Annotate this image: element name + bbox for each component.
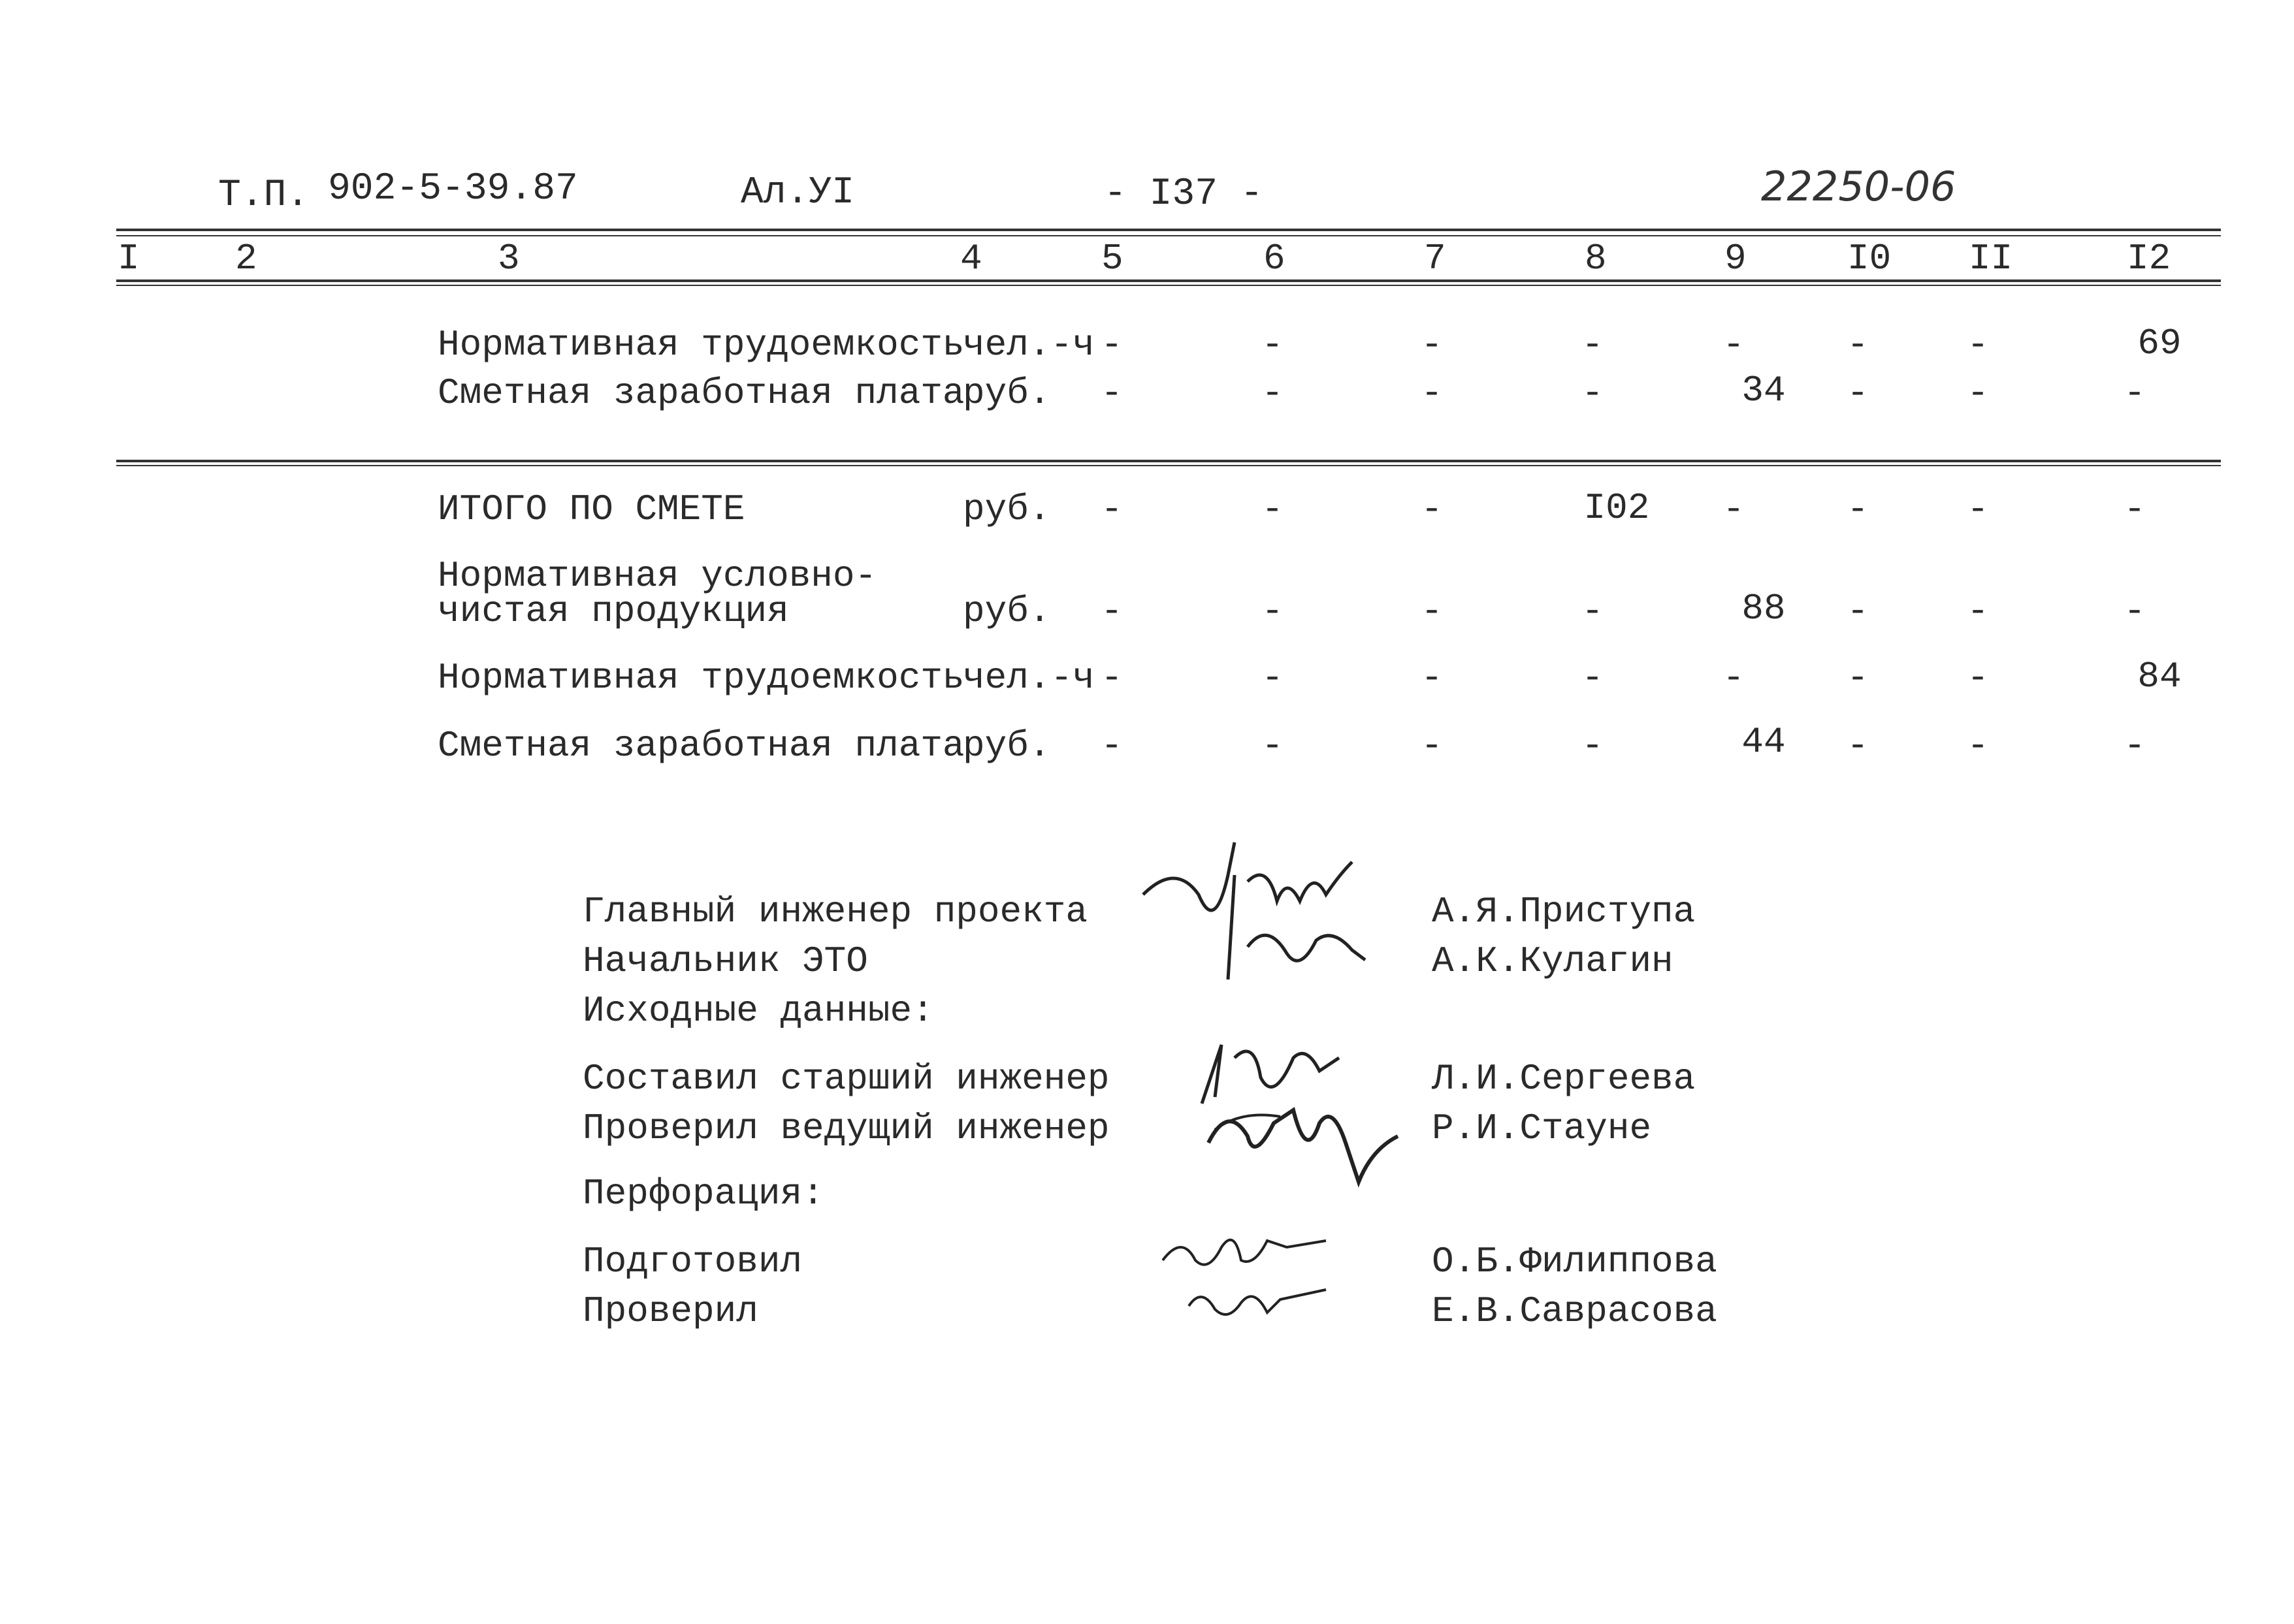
cell-col12: - xyxy=(2124,725,2146,767)
cell-col5: - xyxy=(1101,324,1123,366)
header-rule-bottom xyxy=(116,279,2221,282)
cell-col9: 34 xyxy=(1741,370,1786,411)
row-label: ИТОГО ПО СМЕТЕ xyxy=(438,488,745,530)
signature-scribble-pristupa xyxy=(1137,836,1385,1009)
cell-col10: - xyxy=(1847,324,1869,366)
signature-role: Проверил ведущий инженер xyxy=(583,1107,1110,1149)
row-unit: руб. xyxy=(963,372,1051,414)
row-unit: руб. xyxy=(963,488,1051,530)
doc-code: 902-5-39.87 xyxy=(328,168,578,210)
cell-col11: - xyxy=(1967,657,1989,699)
cell-col6: - xyxy=(1261,372,1284,414)
cell-col11: - xyxy=(1967,590,1989,632)
column-number: 7 xyxy=(1424,238,1446,279)
cell-col8: - xyxy=(1581,590,1604,632)
signature-role: Начальник ЭТО xyxy=(583,940,868,982)
cell-col8: I02 xyxy=(1583,487,1650,529)
cell-col6: - xyxy=(1261,488,1284,530)
cell-col7: - xyxy=(1421,590,1443,632)
cell-col11: - xyxy=(1967,324,1989,366)
cell-col12: - xyxy=(2124,488,2146,530)
cell-col10: - xyxy=(1847,725,1869,767)
cell-col9: - xyxy=(1722,657,1745,699)
cell-col5: - xyxy=(1101,488,1123,530)
column-number: 3 xyxy=(498,238,520,279)
signature-name: А.Я.Приступа xyxy=(1432,891,1696,932)
cell-col11: - xyxy=(1967,488,1989,530)
signature-name: Е.В.Саврасова xyxy=(1432,1290,1717,1332)
cell-col9: 88 xyxy=(1741,588,1786,629)
column-number: 9 xyxy=(1724,238,1747,279)
row-label-line1: Нормативная условно- xyxy=(438,555,877,597)
column-number: I xyxy=(118,238,140,279)
row-unit: руб. xyxy=(963,590,1051,632)
row-unit: чел.-ч xyxy=(963,657,1095,699)
column-number: I2 xyxy=(2127,238,2171,279)
cell-col6: - xyxy=(1261,590,1284,632)
row-label: Нормативная трудоемкость xyxy=(438,324,965,366)
header-rule-top-2 xyxy=(116,235,2221,236)
cell-col7: - xyxy=(1421,372,1443,414)
cell-col8: - xyxy=(1581,725,1604,767)
row-label: Сметная заработная плата xyxy=(438,372,965,414)
cell-col12: 84 xyxy=(2137,656,2182,697)
signature-scribble-savrasova xyxy=(1182,1273,1339,1335)
signature-role: Подготовил xyxy=(583,1241,803,1282)
cell-col10: - xyxy=(1847,657,1869,699)
cell-col10: - xyxy=(1847,372,1869,414)
column-number: 6 xyxy=(1263,238,1285,279)
cell-col6: - xyxy=(1261,725,1284,767)
cell-col7: - xyxy=(1421,488,1443,530)
column-number: I0 xyxy=(1847,238,1892,279)
cell-col8: - xyxy=(1581,324,1604,366)
column-number: 8 xyxy=(1585,238,1607,279)
cell-col12: 69 xyxy=(2137,323,2182,364)
column-number: 2 xyxy=(235,238,257,279)
handwritten-number: 22250-06 xyxy=(1761,163,1956,210)
signature-role: Проверил xyxy=(583,1290,758,1332)
row-label: чистая продукция xyxy=(438,590,789,632)
cell-col12: - xyxy=(2124,372,2146,414)
column-number: II xyxy=(1969,238,2013,279)
cell-col9: 44 xyxy=(1741,721,1786,763)
signature-name: Л.И.Сергеева xyxy=(1432,1058,1696,1100)
cell-col6: - xyxy=(1261,657,1284,699)
cell-col7: - xyxy=(1421,657,1443,699)
cell-col10: - xyxy=(1847,488,1869,530)
cell-col6: - xyxy=(1261,324,1284,366)
cell-col8: - xyxy=(1581,657,1604,699)
cell-col5: - xyxy=(1101,372,1123,414)
signature-role: Перфорация: xyxy=(583,1173,824,1215)
cell-col11: - xyxy=(1967,725,1989,767)
row-label: Нормативная трудоемкость xyxy=(438,657,965,699)
cell-col9: - xyxy=(1722,324,1745,366)
cell-col8: - xyxy=(1581,372,1604,414)
column-number: 5 xyxy=(1101,238,1123,279)
header-rule-bottom-2 xyxy=(116,285,2221,286)
cell-col7: - xyxy=(1421,324,1443,366)
cell-col7: - xyxy=(1421,725,1443,767)
page-number: - I37 - xyxy=(1104,173,1263,215)
row-label: Сметная заработная плата xyxy=(438,725,965,767)
header-rule-top xyxy=(116,229,2221,231)
signature-name: Р.И.Стауне xyxy=(1432,1107,1652,1149)
signature-scribble-staune xyxy=(1202,1084,1411,1205)
section-divider-2 xyxy=(116,465,2221,466)
album-number: Ал.УI xyxy=(741,172,855,214)
signature-role: Исходные данные: xyxy=(583,990,934,1032)
cell-col12: - xyxy=(2124,590,2146,632)
doc-code-prefix: Т.П. xyxy=(218,174,310,217)
cell-col5: - xyxy=(1101,590,1123,632)
signature-name: А.К.Кулагин xyxy=(1432,940,1673,982)
section-divider xyxy=(116,460,2221,462)
column-number: 4 xyxy=(960,238,982,279)
row-unit: руб. xyxy=(963,725,1051,767)
cell-col9: - xyxy=(1722,488,1745,530)
signature-role: Главный инженер проекта xyxy=(583,891,1088,932)
cell-col5: - xyxy=(1101,725,1123,767)
signature-role: Составил старший инженер xyxy=(583,1058,1110,1100)
signature-name: О.Б.Филиппова xyxy=(1432,1241,1717,1282)
cell-col10: - xyxy=(1847,590,1869,632)
cell-col11: - xyxy=(1967,372,1989,414)
cell-col5: - xyxy=(1101,657,1123,699)
row-unit: чел.-ч xyxy=(963,324,1095,366)
